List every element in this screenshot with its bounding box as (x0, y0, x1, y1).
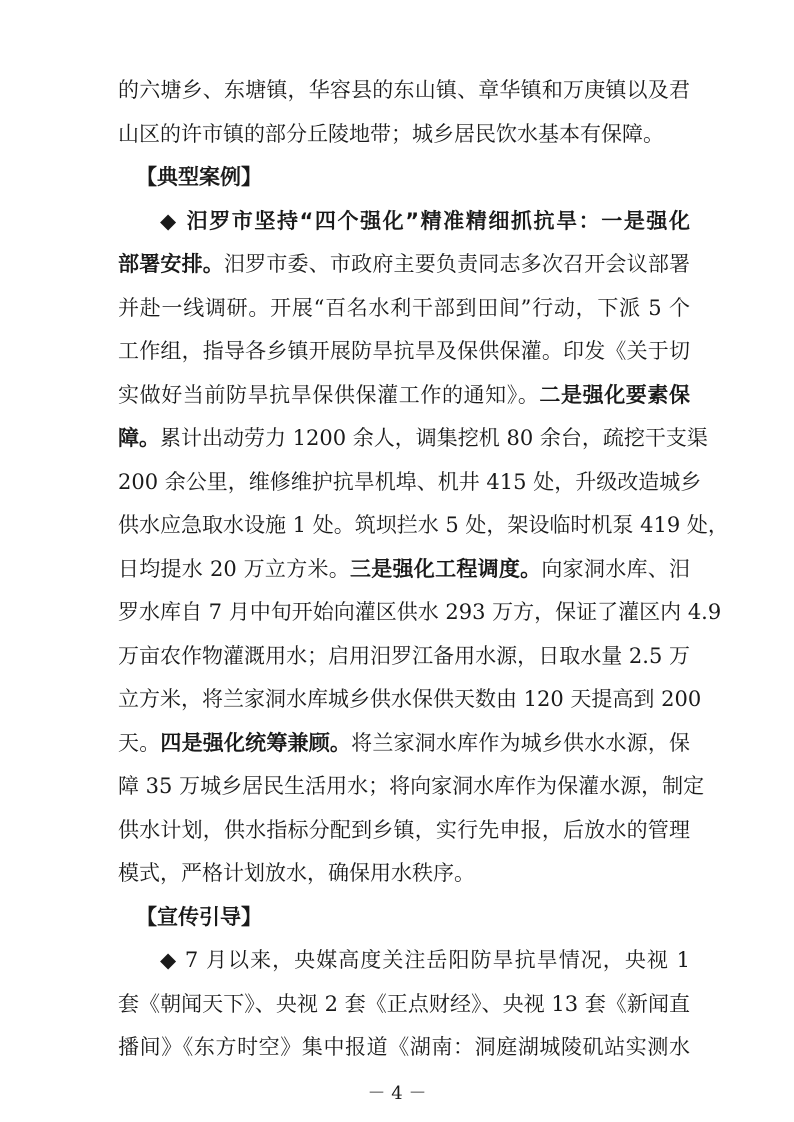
paragraph-line (118, 984, 690, 1024)
paragraph-line: 的六塘乡、东塘镇，华容县的东山镇、章华镇和万庚镇以及君 (118, 78, 690, 102)
paragraph-line: 供水应急取水设施 1 处。筑坝拦水 5 处，架设临时机泵 419 处， (118, 513, 729, 537)
paragraph-line: 部署安排。汨罗市委、市政府主要负责同志多次召开会议部署 (118, 252, 691, 276)
paragraph-line-text: ◆ 7 月以来，央媒高度关注岳阳防旱抗旱情况，央视 1 (160, 948, 690, 972)
paragraph-line: 200 余公里，维修维护抗旱机埠、机井 415 处，升级改造城乡 (118, 469, 702, 494)
paragraph-line: 模式，严格计划放水，确保用水秩序。 (118, 861, 475, 885)
paragraph-line (118, 1027, 690, 1067)
paragraph-line: 供水计划，供水指标分配到乡镇，实行先申报，后放水的管理 (118, 817, 690, 842)
paragraph-line: 障。累计出动劳力 1200 余人，调集挖机 80 余台，疏挖干支渠 (118, 426, 708, 450)
paragraph-line-text: 播间》《东方时空》集中报道《湖南：洞庭湖城陵矶站实测水 (118, 1035, 690, 1059)
paragraph-line: 罗水库自 7 月中旬开始向灌区供水 293 万方，保证了灌区内 4.9 (118, 600, 722, 624)
paragraph-line: 障 35 万城乡居民生活用水；将向家洞水库作为保灌水源，制定 (118, 774, 705, 798)
paragraph-line: 天。四是强化统筹兼顾。将兰家洞水库作为城乡供水水源，保 (118, 730, 691, 755)
paragraph-line (160, 940, 690, 980)
section-heading-typical-cases: 【典型案例】 (136, 165, 262, 189)
paragraph-line: 日均提水 20 万立方米。三是强化工程调度。向家洞水库、汨 (118, 556, 691, 581)
paragraph-line: 立方米，将兰家洞水库城乡供水保供天数由 120 天提高到 200 (118, 687, 702, 711)
section-heading-publicity: 【宣传引导】 (136, 904, 262, 929)
page-number: － 4 － (367, 1083, 427, 1104)
paragraph-line: 工作组，指导各乡镇开展防旱抗旱及保供保灌。印发《关于切 (118, 339, 690, 363)
paragraph-line: 并赴一线调研。开展“百名水利干部到田间”行动，下派 5 个 (118, 295, 690, 320)
paragraph-line-text: 套《朝闻天下》、央视 2 套《正点财经》、央视 13 套《新闻直 (118, 991, 690, 1016)
case-title-line: ◆ 汨罗市坚持“四个强化”精准精细抓抗旱：一是强化 (160, 208, 690, 233)
paragraph-line: 实做好当前防旱抗旱保供保灌工作的通知》。二是强化要素保 (118, 382, 690, 407)
paragraph-line: 万亩农作物灌溉用水；启用汨罗江备用水源，日取水量 2.5 万 (118, 643, 690, 668)
paragraph-line: 山区的许市镇的部分丘陵地带；城乡居民饮水基本有保障。 (118, 121, 664, 146)
